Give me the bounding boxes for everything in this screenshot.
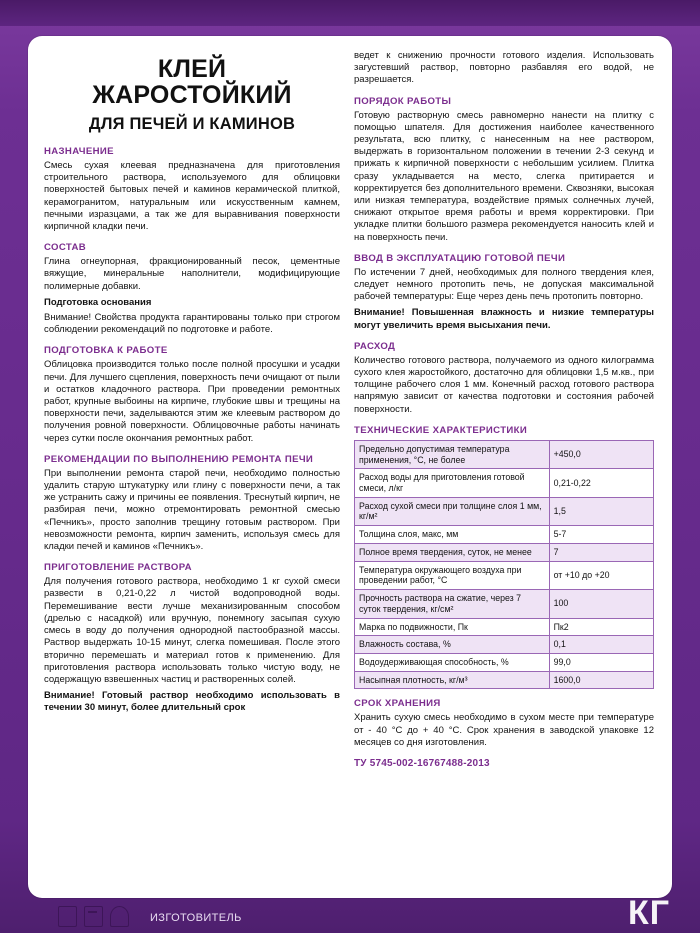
table-row bbox=[355, 590, 654, 618]
table-row bbox=[355, 671, 654, 689]
spec-name: Толщина слоя, макс, мм bbox=[355, 526, 550, 544]
section-heading-specs: ТЕХНИЧЕСКИЕ ХАРАКТЕРИСТИКИ bbox=[354, 424, 528, 436]
consumption-text: Количество готового раствора, получаемого из одного килограмма сухого клея жаростойкого, достаточно для облицовки 1,5 м.кв., при толщине рабочего слоя 1 мм. Конечный расход готового раствора напрямую зависит от качества подготовки и состояния рабочей поверхности. bbox=[354, 354, 654, 415]
package-footer bbox=[0, 894, 700, 933]
table-row bbox=[355, 543, 654, 561]
spec-value: 0,1 bbox=[549, 636, 653, 654]
recycle-icon bbox=[110, 906, 129, 927]
storage-icon bbox=[84, 906, 103, 927]
spec-name: Насыпная плотность, кг/м³ bbox=[355, 671, 550, 689]
spec-name: Температура окружающего воздуха при проведении работ, °С bbox=[355, 561, 550, 589]
spec-value: 99,0 bbox=[549, 653, 653, 671]
repair-text: При выполнении ремонта старой печи, необходимо полностью удалить старую штукатурку или глину с поверхности печи, а так же устранить сажу и причины ее появления. Треснутый кирпич, не разбирая печи, можно отремонтировать ремонтной смесью «Печникъ», просто заполнив трещину готовым раствором. При невозможности ремонта, кирпич заменить, используя смесь для кладки печей и каминов «Печникъ». bbox=[44, 467, 340, 553]
manufacturer-label: ИЗГОТОВИТЕЛЬ bbox=[150, 912, 242, 924]
specs-table bbox=[354, 440, 654, 690]
base-prep-heading: Подготовка основания bbox=[44, 296, 152, 308]
table-row bbox=[355, 636, 654, 654]
mixing-text: Для получения готового раствора, необходимо 1 кг сухой смеси развести в 0,21-0,22 л чистой водопроводной воды. Перемешивание вести лучше механизированным способом (дрелью с насадкой) или вручную, понемногу засыпая сухую смесь в воду до получения однородной пастообразной массы. Раствор выдержать 10-15 минут, слегка помешивая. После этого вторично перемешать и материал готов к применению. Для приготовления раствора использовать только чистую воду, не содержащую взвешенных частиц и растворенных солей. bbox=[44, 576, 340, 685]
work-order-text: Готовую растворную смесь равномерно нанести на плитку с помощью шпателя. Для достижения наиболее качественного результата, всю плитку, с нанесенным на нее раствором, выдержать в горизонтальном положении в течении 2-3 секунд и прижать к кирпичной поверхности с небольшим усилием. Плитка сразу укладывается на место, слегка притирается и корректируется без дополнительного времени. Сквозняки, высокая или низкая температура, воздействие прямых солнечных лучей, снижают открытое время работы и время корректировки. При укладке плитки большого размера рекомендуется наносить клей и на поверхность печи. bbox=[354, 109, 654, 243]
spec-name: Марка по подвижности, Пк bbox=[355, 618, 550, 636]
commissioning-text: По истечении 7 дней, необходимых для полного твердения клея, следует немного протопить печь, не допуская максимальной рабочей температуры: Еще через день печь протопить повторно. bbox=[354, 266, 654, 303]
spec-value: 5-7 bbox=[549, 526, 653, 544]
table-row bbox=[355, 440, 654, 468]
spec-name: Предельно допустимая температура применения, °С, не более bbox=[355, 440, 550, 468]
table-row bbox=[355, 497, 654, 525]
tu-code: ТУ 5745-002-16767488-2013 bbox=[354, 757, 490, 769]
product-subtitle: ДЛЯ ПЕЧЕЙ И КАМИНОВ bbox=[88, 115, 296, 133]
package-weight: КГ bbox=[627, 894, 670, 932]
keep-dry-icon bbox=[58, 906, 77, 927]
continued-text: ведет к снижению прочности готового изделия. Использовать загустевший раствор, повторно разбавляя его водой, не разрешается. bbox=[354, 50, 654, 86]
product-label bbox=[28, 36, 672, 898]
table-row bbox=[355, 618, 654, 636]
table-row bbox=[355, 469, 654, 497]
section-heading-consumption: РАСХОД bbox=[354, 340, 396, 352]
preparation-text: Облицовка производится только после полной просушки и усадки печи. Для лучшего сцепления, поверхность печи очищают от пыли и остатков кладочного раствора. При проведении ремонтных работ, крупные выбоины на кирпиче, глубокие швы и трещины на поверхности печи, заделываются этим же клеевым раствором до получения ровной поверхности. Облицовочные работы начинать через сутки после окончания ремонтных работ. bbox=[44, 359, 340, 444]
title-line-2: ЖАРОСТОЙКИЙ bbox=[92, 81, 292, 109]
section-heading-repair: РЕКОМЕНДАЦИИ ПО ВЫПОЛНЕНИЮ РЕМОНТА ПЕЧИ bbox=[44, 453, 314, 465]
right-column bbox=[354, 50, 654, 888]
spec-value: +450,0 bbox=[549, 440, 653, 468]
spec-name: Прочность раствора на сжатие, через 7 суток твердения, кг/см² bbox=[355, 590, 550, 618]
composition-text: Глина огнеупорная, фракционированный песок, цементные вяжущие, минеральные наполнители, модифицирующие полимерные добавки. bbox=[44, 256, 340, 292]
spec-value: 1600,0 bbox=[549, 671, 653, 689]
spec-value: от +10 до +20 bbox=[549, 561, 653, 589]
spec-name: Водоудерживающая способность, % bbox=[355, 653, 550, 671]
table-row bbox=[355, 526, 654, 544]
spec-name: Расход сухой смеси при толщине слоя 1 мм, кг/м² bbox=[355, 497, 550, 525]
spec-value: 7 bbox=[549, 543, 653, 561]
section-heading-mixing: ПРИГОТОВЛЕНИЕ РАСТВОРА bbox=[44, 562, 192, 574]
purpose-text: Смесь сухая клеевая предназначена для приготовления строительного раствора, используемого для облицовки поверхностей бытовых печей и каминов керамической плиткой, керамогранитом, натуральным или искусственным камнем, печными изразцами, а так же для выравнивания поверхности кирпичной кладки печи. bbox=[44, 160, 340, 233]
spec-value: 100 bbox=[549, 590, 653, 618]
spec-name: Полное время твердения, суток, не менее bbox=[355, 543, 550, 561]
section-heading-storage: СРОК ХРАНЕНИЯ bbox=[354, 698, 441, 710]
spec-name: Расход воды для приготовления готовой смеси, л/кг bbox=[355, 469, 550, 497]
handling-icons bbox=[58, 906, 129, 927]
table-row bbox=[355, 653, 654, 671]
section-heading-work-order: ПОРЯДОК РАБОТЫ bbox=[354, 95, 452, 107]
spec-value: Пк2 bbox=[549, 618, 653, 636]
table-row bbox=[355, 561, 654, 589]
commissioning-warning: Внимание! Повышенная влажность и низкие температуры могут увеличить время высыхания печи. bbox=[354, 307, 654, 331]
section-heading-purpose: НАЗНАЧЕНИЕ bbox=[44, 146, 114, 157]
mixing-warning: Внимание! Готовый раствор необходимо использовать в течении 30 минут, более длительный срок bbox=[44, 690, 340, 714]
section-heading-commissioning: ВВОД В ЭКСПЛУАТАЦИЮ ГОТОВОЙ ПЕЧИ bbox=[354, 252, 566, 264]
label-columns bbox=[28, 36, 672, 898]
title-line-1: КЛЕЙ bbox=[157, 55, 227, 83]
storage-text: Хранить сухую смесь необходимо в сухом месте при температуре от - 40 °С до + 40 °С. Срок хранения в заводской упаковке 12 месяцев со дня изготовления. bbox=[354, 712, 654, 748]
spec-value: 0,21-0,22 bbox=[549, 469, 653, 497]
section-heading-composition: СОСТАВ bbox=[44, 242, 87, 254]
spec-name: Влажность состава, % bbox=[355, 636, 550, 654]
product-title bbox=[44, 56, 340, 108]
base-prep-text: Внимание! Свойства продукта гарантированы только при строгом соблюдении рекомендаций по подготовке и работе. bbox=[44, 312, 340, 336]
left-column bbox=[44, 50, 340, 888]
section-heading-preparation: ПОДГОТОВКА К РАБОТЕ bbox=[44, 345, 168, 357]
spec-value: 1,5 bbox=[549, 497, 653, 525]
